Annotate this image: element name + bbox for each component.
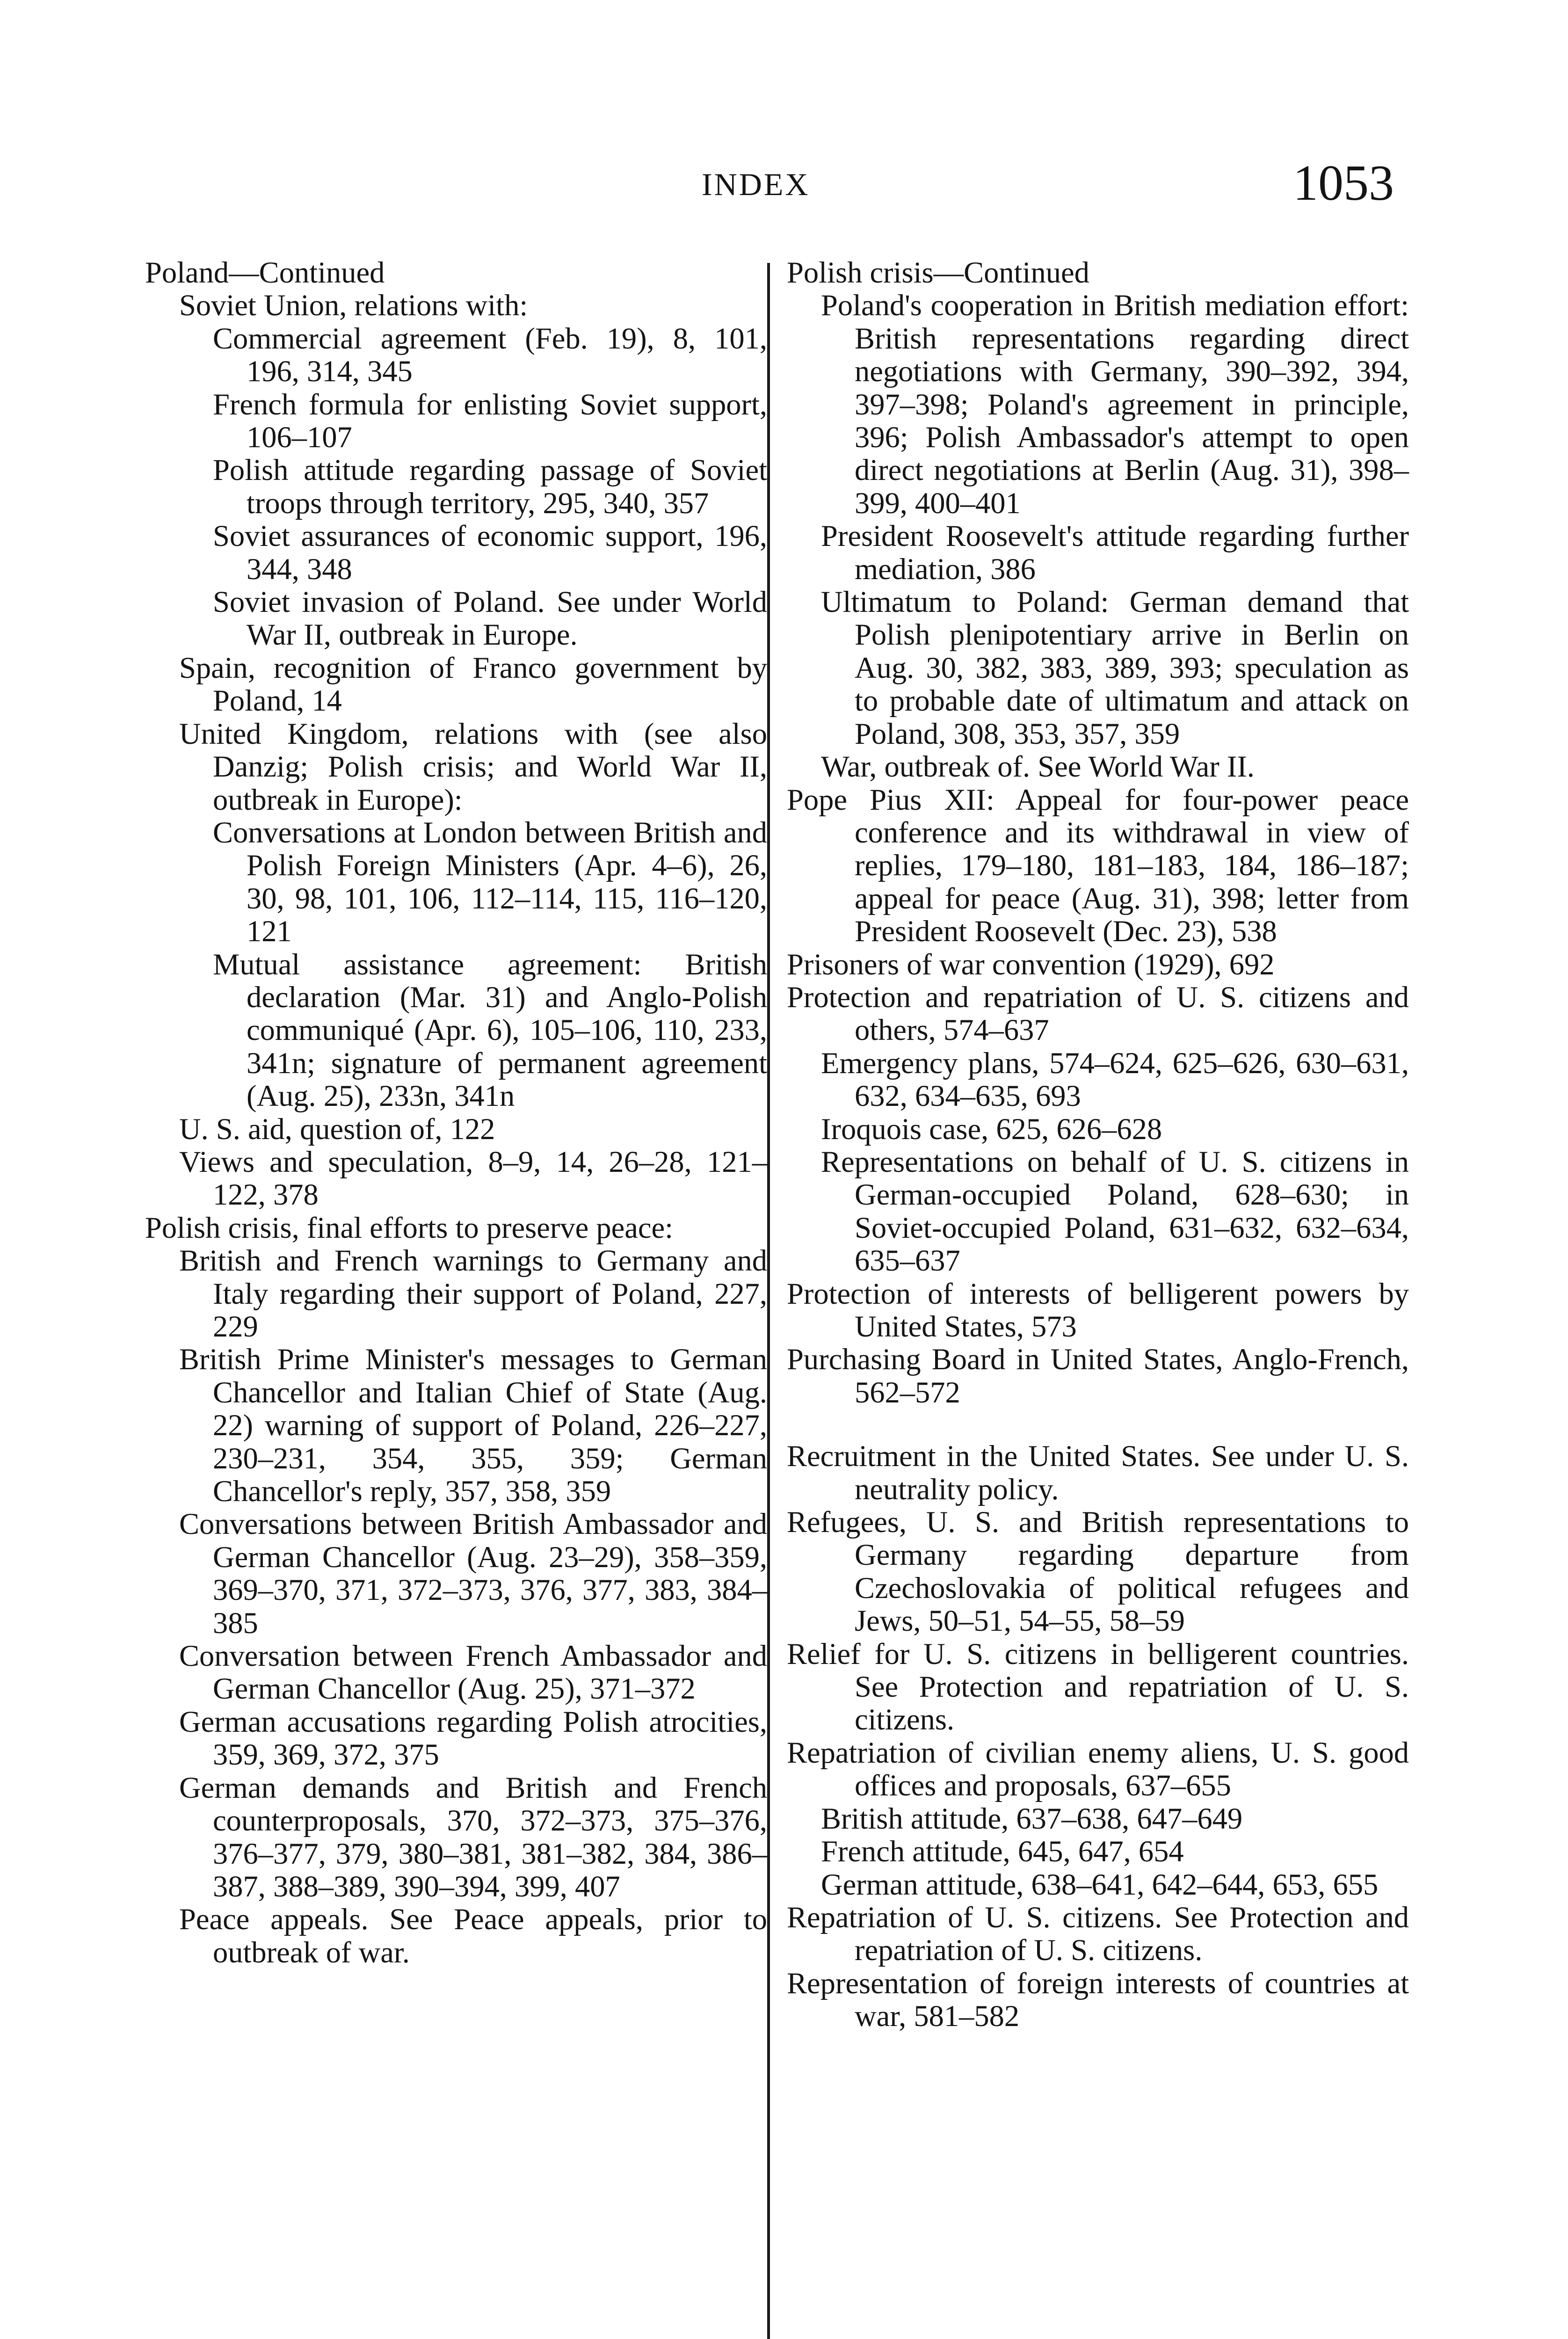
index-entry: Poland—Continued	[145, 256, 385, 289]
index-subentry: President Roosevelt's attitude regarding further mediation, 386	[821, 519, 1409, 586]
index-subentry: Spain, recognition of Franco government by Poland, 14	[179, 651, 767, 718]
index-subentry: Emergency plans, 574–624, 625–626, 630–631, 632, 634–635, 693	[821, 1046, 1409, 1113]
index-subentry: Ultimatum to Poland: German demand that Polish plenipotentiary arrive in Berlin on Aug. 30, 382, 383, 389, 393; speculation as to probable date of ultimatum and attack on Poland, 308, 353, 357, 359	[821, 585, 1409, 750]
index-entry: Representation of foreign interests of countries at war, 581–582	[787, 1966, 1409, 2033]
index-entry: Protection of interests of belligerent powers by United States, 573	[787, 1277, 1409, 1343]
index-subsubentry: Mutual assistance agreement: British declaration (Mar. 31) and Anglo-Polish communiqué (Apr. 6), 105–106, 110, 233, 341n; signature of permanent agreement (Aug. 25), 233n, 341n	[213, 947, 767, 1113]
index-subentry: Representations on behalf of U. S. citizens in German-occupied Poland, 628–630; in Soviet-occupied Poland, 631–632, 632–634, 635–637	[821, 1145, 1409, 1278]
index-subentry: Poland's cooperation in British mediation effort: British representations regarding direct negotiations with Germany, 390–392, 394, 397–398; Poland's agreement in principle, 396; Polish Ambassador's attempt to open direct negotiations at Berlin (Aug. 31), 398–399, 400–401	[821, 289, 1409, 520]
index-subentry: Iroquois case, 625, 626–628	[821, 1112, 1162, 1146]
index-entry: Polish crisis—Continued	[787, 256, 1089, 289]
index-subentry: German accusations regarding Polish atrocities, 359, 369, 372, 375	[179, 1705, 767, 1772]
index-entry: Pope Pius XII: Appeal for four-power peace conference and its withdrawal in view of replies, 179–180, 181–183, 184, 186–187; appeal for peace (Aug. 31), 398; letter from President Roosevelt (Dec. 23), 538	[787, 783, 1409, 948]
index-subentry: War, outbreak of. See World War II.	[821, 750, 1255, 784]
index-subentry: U. S. aid, question of, 122	[179, 1112, 495, 1146]
index-entry: Protection and repatriation of U. S. citizens and others, 574–637	[787, 980, 1409, 1047]
index-entry: Polish crisis, final efforts to preserve peace:	[145, 1211, 674, 1244]
index-subentry: Soviet Union, relations with:	[179, 289, 528, 322]
index-subsubentry: Polish attitude regarding passage of Soviet troops through territory, 295, 340, 357	[213, 453, 767, 520]
page-header	[0, 0, 1568, 243]
index-subsubentry: French formula for enlisting Soviet support, 106–107	[213, 387, 767, 454]
right-index-column	[787, 256, 1409, 2033]
index-entry: Repatriation of civilian enemy aliens, U. S. good offices and proposals, 637–655	[787, 1736, 1409, 1802]
index-subsubentry: Soviet assurances of economic support, 196, 344, 348	[213, 519, 767, 586]
index-subentry: Views and speculation, 8–9, 14, 26–28, 121–122, 378	[179, 1145, 767, 1212]
page-number: 1053	[1293, 155, 1394, 211]
index-subsubentry: Commercial agreement (Feb. 19), 8, 101, 196, 314, 345	[213, 321, 767, 388]
index-subentry: United Kingdom, relations with (see also Danzig; Polish crisis; and World War II, outbreak in Europe):	[179, 717, 767, 816]
index-entry: Relief for U. S. citizens in belligerent countries. See Protection and repatriation of U. S. citizens.	[787, 1637, 1409, 1736]
index-entry: Refugees, U. S. and British representations to Germany regarding departure from Czechoslovakia of political refugees and Jews, 50–51, 54–55, 58–59	[787, 1505, 1409, 1638]
index-subentry: Conversation between French Ambassador and German Chancellor (Aug. 25), 371–372	[179, 1639, 767, 1706]
index-entry: Purchasing Board in United States, Anglo-French, 562–572	[787, 1343, 1409, 1409]
index-subentry: British and French warnings to Germany and Italy regarding their support of Poland, 227, 229	[179, 1244, 767, 1343]
index-subentry: British Prime Minister's messages to German Chancellor and Italian Chief of State (Aug. 22) warning of support of Poland, 226–227, 230–231, 354, 355, 359; German Chancellor's reply, 357, 358, 359	[179, 1343, 767, 1508]
index-subsubentry: Conversations at London between British and Polish Foreign Ministers (Apr. 4–6), 26, 30, 98, 101, 106, 112–114, 115, 116–120, 121	[213, 815, 767, 948]
index-entry: Prisoners of war convention (1929), 692	[787, 947, 1275, 981]
index-subsubentry: Soviet invasion of Poland. See under World War II, outbreak in Europe.	[213, 585, 767, 652]
index-subentry: German attitude, 638–641, 642–644, 653, 655	[821, 1867, 1379, 1901]
index-subentry: Conversations between British Ambassador and German Chancellor (Aug. 23–29), 358–359, 369–370, 371, 372–373, 376, 377, 383, 384–385	[179, 1507, 767, 1640]
left-index-column	[145, 256, 767, 1969]
index-entry: Repatriation of U. S. citizens. See Protection and repatriation of U. S. citizens.	[787, 1900, 1409, 1967]
column-divider	[767, 263, 770, 2339]
index-subentry: French attitude, 645, 647, 654	[821, 1835, 1184, 1868]
index-subentry: German demands and British and French counterproposals, 370, 372–373, 375–376, 376–377, 379, 380–381, 381–382, 384, 386–387, 388–389, 390–394, 399, 407	[179, 1771, 767, 1903]
index-subentry: British attitude, 637–638, 647–649	[821, 1801, 1243, 1835]
index-subentry: Peace appeals. See Peace appeals, prior to outbreak of war.	[179, 1903, 767, 1969]
index-entry: Recruitment in the United States. See under U. S. neutrality policy.	[787, 1439, 1409, 1506]
running-head: INDEX	[702, 167, 810, 202]
